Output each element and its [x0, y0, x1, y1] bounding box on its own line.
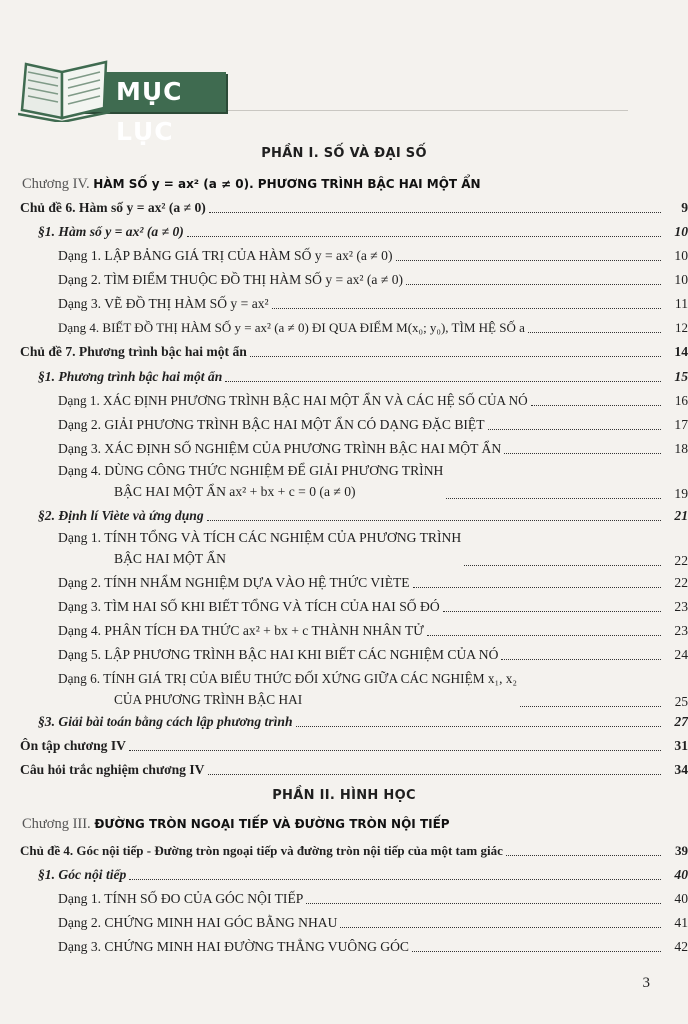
toc-entry-page: 15 [674, 369, 688, 384]
toc-entry[interactable] [0, 441, 688, 457]
dot-leader [340, 927, 661, 928]
toc-entry-page: 14 [674, 344, 688, 359]
dot-leader [464, 565, 661, 566]
toc-entry[interactable] [0, 272, 688, 288]
toc-entry[interactable] [0, 224, 688, 240]
chapter-title: HÀM SỐ y = ax² (a ≠ 0). PHƯƠNG TRÌNH BẬC HAI MỘT ẨN [93, 177, 481, 191]
toc-entry-label: Câu hỏi trắc nghiệm chương IV [20, 762, 205, 777]
toc-entry-label-line: BẬC HAI MỘT ẨN ax² + bx + c = 0 (a ≠ 0) [114, 484, 356, 499]
toc-entry-label: Dạng 3. XÁC ĐỊNH SỐ NGHIỆM CỦA PHƯƠNG TRÌNH BẬC HAI MỘT ẨN [58, 441, 502, 456]
toc-entry-label: Dạng 3. CHỨNG MINH HAI ĐƯỜNG THẲNG VUÔNG GÓC [58, 939, 409, 954]
chapter-heading [22, 816, 450, 833]
toc-entry-page: 19 [674, 486, 688, 501]
toc-entry[interactable] [0, 369, 688, 385]
toc-title: MỤC LỤC [76, 72, 226, 112]
chapter-heading [22, 176, 481, 193]
toc-entry-label: Dạng 3. VẼ ĐỒ THỊ HÀM SỐ y = ax² [58, 296, 269, 311]
toc-entry-label: Dạng 5. LẬP PHƯƠNG TRÌNH BẬC HAI KHI BIẾT CÁC NGHIỆM CỦA NÓ [58, 647, 499, 662]
toc-entry-page: 21 [674, 508, 688, 523]
dot-leader [396, 260, 662, 261]
toc-entry-page: 17 [674, 417, 688, 432]
toc-entry-label: Dạng 1. TÍNH SỐ ĐO CỦA GÓC NỘI TIẾP [58, 891, 304, 906]
dot-leader [406, 284, 661, 285]
toc-entry[interactable] [0, 668, 688, 710]
toc-entry-label-line: Dạng 4. DÙNG CÔNG THỨC NGHIỆM ĐỂ GIẢI PHƯƠNG TRÌNH [58, 463, 444, 478]
part-1-title: PHẦN I. SỐ VÀ ĐẠI SỐ [261, 146, 427, 161]
toc-entry-label: §1. Góc nội tiếp [38, 867, 127, 882]
toc-entry[interactable] [0, 200, 688, 216]
dot-leader [306, 903, 661, 904]
toc-entry-label: Dạng 4. BIẾT ĐỒ THỊ HÀM SỐ y = ax² (a ≠ 0) ĐI QUA ĐIỂM M(x₀; y₀), TÌM HỆ SỐ a [58, 320, 525, 335]
toc-entry-page: 40 [674, 867, 688, 882]
toc-entry[interactable] [0, 296, 688, 312]
toc-entry-label [58, 460, 443, 502]
toc-entry-label: §3. Giải bài toán bằng cách lập phương trình [38, 714, 293, 729]
toc-entry[interactable] [0, 575, 688, 591]
toc-entry[interactable] [0, 393, 688, 409]
dot-leader [250, 356, 661, 357]
dot-leader [129, 879, 661, 880]
toc-entry-page: 12 [675, 320, 688, 335]
toc-entry[interactable] [0, 527, 688, 569]
toc-entry-label: §2. Định lí Viète và ứng dụng [38, 508, 204, 523]
toc-entry-label: Chủ đề 6. Hàm số y = ax² (a ≠ 0) [20, 200, 206, 215]
toc-header [18, 52, 228, 146]
toc-entry-page: 31 [674, 738, 688, 753]
toc-entry-page: 23 [674, 623, 688, 638]
dot-leader [272, 308, 661, 309]
toc-entry[interactable] [0, 320, 688, 336]
toc-entry-page: 10 [674, 272, 688, 287]
toc-entry[interactable] [0, 248, 688, 264]
dot-leader [506, 855, 661, 856]
dot-leader [528, 332, 661, 333]
toc-entry[interactable] [0, 939, 688, 955]
part-2-title: PHẦN II. HÌNH HỌC [272, 788, 416, 803]
toc-entry[interactable] [0, 762, 688, 778]
toc-entry-page: 27 [674, 714, 688, 729]
toc-entry-label: Dạng 1. LẬP BẢNG GIÁ TRỊ CỦA HÀM SỐ y = ax² (a ≠ 0) [58, 248, 393, 263]
dot-leader [531, 405, 661, 406]
toc-entry-label: Dạng 2. GIẢI PHƯƠNG TRÌNH BẬC HAI MỘT ẨN CÓ DẠNG ĐẶC BIỆT [58, 417, 485, 432]
toc-entry[interactable] [0, 623, 688, 639]
dot-leader [504, 453, 661, 454]
dot-leader [296, 726, 661, 727]
toc-entry-page: 22 [674, 575, 688, 590]
toc-entry-label: §1. Phương trình bậc hai một ẩn [38, 369, 223, 384]
toc-entry-page: 25 [674, 694, 688, 709]
toc-entry-label-line: Dạng 1. TÍNH TỔNG VÀ TÍCH CÁC NGHIỆM CỦA PHƯƠNG TRÌNH [58, 530, 462, 545]
toc-entry-page: 40 [674, 891, 688, 906]
dot-leader [413, 587, 661, 588]
dot-leader [209, 212, 661, 213]
toc-entry[interactable] [0, 599, 688, 615]
toc-entry-page: 9 [681, 200, 688, 215]
toc-entry-page: 11 [674, 296, 688, 311]
toc-entry-page: 16 [674, 393, 688, 408]
toc-entry[interactable] [0, 508, 688, 524]
toc-entry[interactable] [0, 738, 688, 754]
toc-entry-page: 10 [674, 224, 688, 239]
dot-leader [427, 635, 661, 636]
toc-entry[interactable] [0, 714, 688, 730]
dot-leader [501, 659, 661, 660]
dot-leader [446, 498, 661, 499]
toc-entry-label: §1. Hàm số y = ax² (a ≠ 0) [38, 224, 184, 239]
toc-entry-label [58, 527, 461, 569]
page-number: 3 [642, 975, 650, 991]
toc-entry-page: 42 [674, 939, 688, 954]
toc-entry-label: Dạng 1. XÁC ĐỊNH PHƯƠNG TRÌNH BẬC HAI MỘT ẨN VÀ CÁC HỆ SỐ CỦA NÓ [58, 393, 528, 408]
toc-entry-page: 39 [675, 843, 688, 858]
toc-entry[interactable] [0, 417, 688, 433]
dot-leader [520, 706, 661, 707]
toc-entry-label: Dạng 4. PHÂN TÍCH ĐA THỨC ax² + bx + c THÀNH NHÂN TỬ [58, 623, 424, 638]
toc-entry-page: 10 [674, 248, 688, 263]
toc-entry-page: 18 [674, 441, 688, 456]
toc-entry[interactable] [0, 915, 688, 931]
chapter-title: ĐƯỜNG TRÒN NGOẠI TIẾP VÀ ĐƯỜNG TRÒN NỘI TIẾP [94, 817, 450, 831]
open-book-icon [18, 58, 114, 122]
dot-leader [207, 520, 661, 521]
toc-entry-label: Dạng 2. TÍNH NHẨM NGHIỆM DỰA VÀO HỆ THỨC VIÈTE [58, 575, 410, 590]
dot-leader [187, 236, 661, 237]
toc-entry-label-line: Dạng 6. TÍNH GIÁ TRỊ CỦA BIỂU THỨC ĐỐI XỨNG GIỮA CÁC NGHIỆM x₁, x₂ [58, 671, 518, 686]
toc-entry[interactable] [0, 891, 688, 907]
toc-entry[interactable] [0, 647, 688, 663]
toc-entry-page: 34 [674, 762, 688, 777]
toc-entry-page: 22 [674, 553, 688, 568]
toc-entry-label: Chủ đề 4. Góc nội tiếp - Đường tròn ngoại tiếp và đường tròn nội tiếp của một tam giác [20, 843, 503, 858]
header-divider [228, 110, 628, 111]
chapter-label: Chương III. [22, 816, 91, 832]
toc-entry-label [58, 668, 517, 710]
toc-entry-page: 24 [674, 647, 688, 662]
dot-leader [412, 951, 661, 952]
toc-entry-label: Dạng 2. TÌM ĐIỂM THUỘC ĐỒ THỊ HÀM SỐ y = ax² (a ≠ 0) [58, 272, 404, 287]
toc-entry[interactable] [0, 867, 688, 883]
dot-leader [488, 429, 661, 430]
dot-leader [443, 611, 661, 612]
toc-entry-label: Chủ đề 7. Phương trình bậc hai một ẩn [20, 344, 247, 359]
toc-entry-label-line: CỦA PHƯƠNG TRÌNH BẬC HAI [114, 692, 303, 707]
toc-entry[interactable] [0, 344, 688, 360]
dot-leader [225, 381, 661, 382]
toc-entry-label: Ôn tập chương IV [20, 738, 126, 753]
toc-entry-page: 23 [674, 599, 688, 614]
toc-entry-label-line: BẬC HAI MỘT ẨN [114, 551, 226, 566]
chapter-label: Chương IV. [22, 176, 90, 192]
toc-entry-label: Dạng 3. TÌM HAI SỐ KHI BIẾT TỔNG VÀ TÍCH CỦA HAI SỐ ĐÓ [58, 599, 440, 614]
toc-entry-label: Dạng 2. CHỨNG MINH HAI GÓC BẰNG NHAU [58, 915, 338, 930]
toc-entry-page: 41 [674, 915, 688, 930]
toc-entry[interactable] [0, 460, 688, 502]
toc-entry[interactable] [0, 843, 688, 859]
dot-leader [129, 750, 661, 751]
dot-leader [208, 774, 662, 775]
